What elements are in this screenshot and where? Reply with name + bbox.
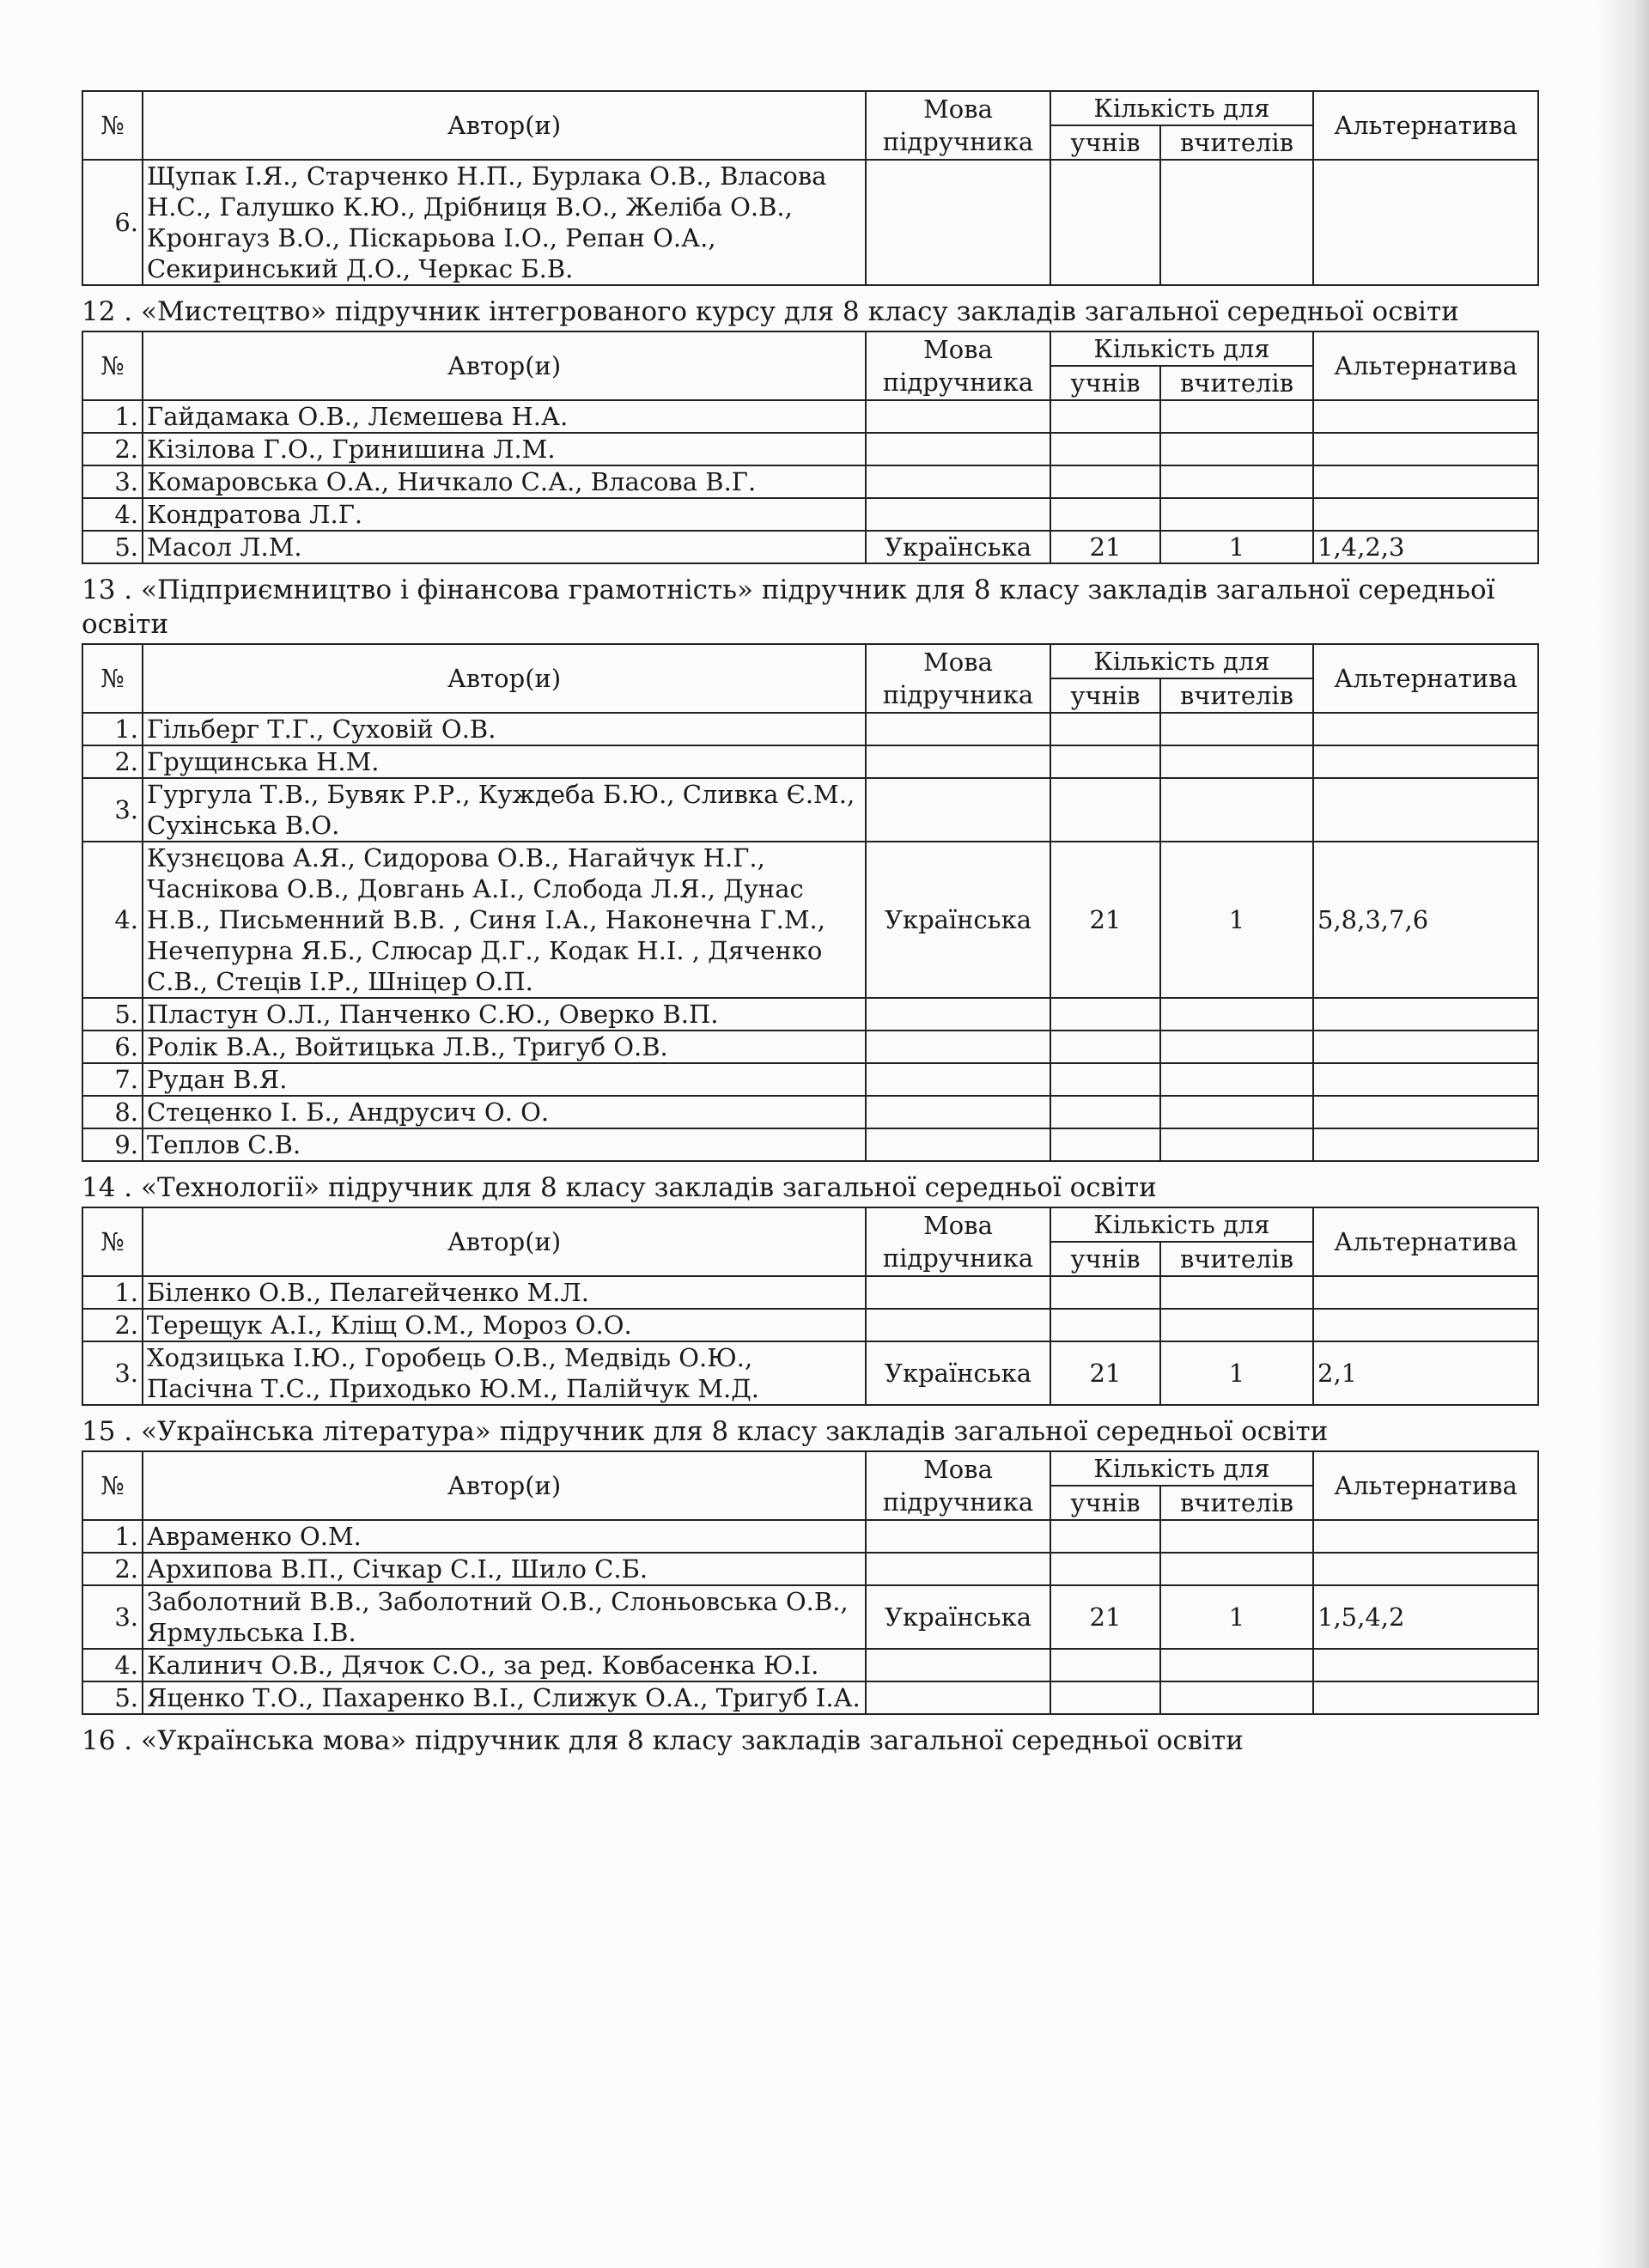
header-language: Мова підручника bbox=[866, 331, 1050, 400]
table-row bbox=[82, 400, 1538, 433]
row-number: 2. bbox=[82, 433, 143, 465]
row-alternative bbox=[1313, 1096, 1538, 1128]
row-students bbox=[1050, 433, 1160, 465]
header-row bbox=[82, 644, 1538, 678]
row-language bbox=[866, 745, 1050, 778]
section-title: 12 . «Мистецтво» підручник інтегрованого курсу для 8 класу закладів загальної середньої освіти bbox=[82, 296, 1459, 327]
row-authors: Біленко О.В., Пелагейченко М.Л. bbox=[143, 1276, 866, 1309]
row-alternative: 1,4,2,3 bbox=[1313, 531, 1538, 563]
row-authors: Грущинська Н.М. bbox=[143, 745, 866, 778]
header-alternative: Альтернатива bbox=[1313, 1451, 1538, 1520]
header-num: № bbox=[82, 91, 143, 160]
row-alternative: 2,1 bbox=[1313, 1341, 1538, 1405]
table-row bbox=[82, 1128, 1538, 1161]
header-students: учнів bbox=[1050, 366, 1160, 400]
table-row bbox=[82, 1553, 1538, 1585]
row-students bbox=[1050, 713, 1160, 745]
table-row bbox=[82, 1681, 1538, 1714]
row-number: 8. bbox=[82, 1096, 143, 1128]
table-row bbox=[82, 433, 1538, 465]
row-authors: Яценко Т.О., Пахаренко В.І., Слижук О.А., Тригуб І.А. bbox=[143, 1681, 866, 1714]
row-alternative: 1,5,4,2 bbox=[1313, 1585, 1538, 1649]
row-number: 2. bbox=[82, 1553, 143, 1585]
row-teachers bbox=[1160, 1063, 1313, 1096]
row-teachers bbox=[1160, 400, 1313, 433]
table-row bbox=[82, 1649, 1538, 1681]
textbook-table bbox=[82, 90, 1539, 286]
row-number: 1. bbox=[82, 713, 143, 745]
row-language: Українська bbox=[866, 842, 1050, 998]
header-row bbox=[82, 1451, 1538, 1486]
row-number: 5. bbox=[82, 1681, 143, 1714]
row-authors: Гайдамака О.В., Лємешева Н.А. bbox=[143, 400, 866, 433]
section-title: 14 . «Технології» підручник для 8 класу закладів загальної середньої освіти bbox=[82, 1172, 1157, 1203]
row-students bbox=[1050, 1128, 1160, 1161]
row-teachers bbox=[1160, 1681, 1313, 1714]
header-teachers: вчителів bbox=[1160, 125, 1313, 160]
row-students bbox=[1050, 498, 1160, 531]
row-students bbox=[1050, 1553, 1160, 1585]
row-number: 6. bbox=[82, 160, 143, 285]
row-alternative bbox=[1313, 433, 1538, 465]
table-row bbox=[82, 713, 1538, 745]
header-authors: Автор(и) bbox=[143, 644, 866, 713]
row-teachers bbox=[1160, 998, 1313, 1031]
row-authors: Калинич О.В., Дячок С.О., за ред. Ковбасенка Ю.І. bbox=[143, 1649, 866, 1681]
row-alternative bbox=[1313, 1128, 1538, 1161]
row-language: Українська bbox=[866, 531, 1050, 563]
header-num: № bbox=[82, 1451, 143, 1520]
row-alternative bbox=[1313, 1520, 1538, 1553]
row-language bbox=[866, 1276, 1050, 1309]
row-number: 1. bbox=[82, 400, 143, 433]
header-count: Кількість для bbox=[1050, 91, 1313, 125]
table-row bbox=[82, 998, 1538, 1031]
header-alternative: Альтернатива bbox=[1313, 644, 1538, 713]
row-number: 2. bbox=[82, 745, 143, 778]
header-language: Мова підручника bbox=[866, 91, 1050, 160]
header-teachers: вчителів bbox=[1160, 678, 1313, 713]
row-authors: Кондратова Л.Г. bbox=[143, 498, 866, 531]
header-language: Мова підручника bbox=[866, 644, 1050, 713]
row-teachers: 1 bbox=[1160, 1341, 1313, 1405]
row-alternative bbox=[1313, 1649, 1538, 1681]
row-authors: Щупак І.Я., Старченко Н.П., Бурлака О.В., Власова Н.С., Галушко К.Ю., Дрібниця В.О., Желіба О.В., Кронгауз В.О., Піскарьова І.О., Репан О.А., Секиринський Д.О., Черкас Б.В. bbox=[143, 160, 866, 285]
row-authors: Рудан В.Я. bbox=[143, 1063, 866, 1096]
row-students: 21 bbox=[1050, 531, 1160, 563]
textbook-table bbox=[82, 1207, 1539, 1406]
row-alternative bbox=[1313, 713, 1538, 745]
row-teachers bbox=[1160, 1520, 1313, 1553]
row-students bbox=[1050, 1649, 1160, 1681]
row-language bbox=[866, 1128, 1050, 1161]
row-alternative bbox=[1313, 1553, 1538, 1585]
section-title: 16 . «Українська мова» підручник для 8 класу закладів загальної середньої освіти bbox=[82, 1725, 1244, 1756]
header-authors: Автор(и) bbox=[143, 91, 866, 160]
table-row bbox=[82, 842, 1538, 998]
row-number: 3. bbox=[82, 1341, 143, 1405]
row-alternative bbox=[1313, 1276, 1538, 1309]
row-number: 9. bbox=[82, 1128, 143, 1161]
row-teachers bbox=[1160, 465, 1313, 498]
header-alternative: Альтернатива bbox=[1313, 91, 1538, 160]
row-students bbox=[1050, 745, 1160, 778]
row-students bbox=[1050, 1096, 1160, 1128]
row-teachers bbox=[1160, 1096, 1313, 1128]
row-number: 3. bbox=[82, 1585, 143, 1649]
row-teachers bbox=[1160, 1309, 1313, 1341]
row-alternative bbox=[1313, 745, 1538, 778]
row-number: 4. bbox=[82, 842, 143, 998]
row-language bbox=[866, 400, 1050, 433]
row-language bbox=[866, 713, 1050, 745]
row-students bbox=[1050, 998, 1160, 1031]
header-teachers: вчителів bbox=[1160, 1242, 1313, 1276]
header-row bbox=[82, 331, 1538, 366]
row-number: 7. bbox=[82, 1063, 143, 1096]
row-number: 5. bbox=[82, 531, 143, 563]
header-authors: Автор(и) bbox=[143, 331, 866, 400]
table-row bbox=[82, 531, 1538, 563]
row-number: 4. bbox=[82, 1649, 143, 1681]
header-students: учнів bbox=[1050, 1486, 1160, 1520]
row-alternative bbox=[1313, 1309, 1538, 1341]
row-language bbox=[866, 1309, 1050, 1341]
row-authors: Ролік В.А., Войтицька Л.В., Тригуб О.В. bbox=[143, 1031, 866, 1063]
header-language: Мова підручника bbox=[866, 1451, 1050, 1520]
header-count: Кількість для bbox=[1050, 1207, 1313, 1242]
row-teachers bbox=[1160, 778, 1313, 842]
table-row bbox=[82, 1309, 1538, 1341]
header-students: учнів bbox=[1050, 1242, 1160, 1276]
row-number: 2. bbox=[82, 1309, 143, 1341]
table-row bbox=[82, 1585, 1538, 1649]
scan-edge bbox=[1597, 0, 1649, 2268]
textbook-table bbox=[82, 1450, 1539, 1715]
row-teachers bbox=[1160, 745, 1313, 778]
table-row bbox=[82, 160, 1538, 285]
header-count: Кількість для bbox=[1050, 644, 1313, 678]
row-authors: Комаровська О.А., Ничкало С.А., Власова В.Г. bbox=[143, 465, 866, 498]
row-alternative bbox=[1313, 778, 1538, 842]
header-num: № bbox=[82, 1207, 143, 1276]
row-teachers bbox=[1160, 1553, 1313, 1585]
section-title: 15 . «Українська література» підручник для 8 класу закладів загальної середньої освіти bbox=[82, 1416, 1329, 1447]
row-language bbox=[866, 1520, 1050, 1553]
table-row bbox=[82, 1096, 1538, 1128]
table-row bbox=[82, 1341, 1538, 1405]
textbook-table bbox=[82, 331, 1539, 564]
row-language bbox=[866, 1096, 1050, 1128]
row-language bbox=[866, 433, 1050, 465]
row-alternative bbox=[1313, 160, 1538, 285]
row-language bbox=[866, 778, 1050, 842]
header-language: Мова підручника bbox=[866, 1207, 1050, 1276]
row-students bbox=[1050, 465, 1160, 498]
header-num: № bbox=[82, 331, 143, 400]
row-language bbox=[866, 498, 1050, 531]
row-teachers bbox=[1160, 713, 1313, 745]
row-number: 4. bbox=[82, 498, 143, 531]
header-row bbox=[82, 1207, 1538, 1242]
row-alternative bbox=[1313, 400, 1538, 433]
row-teachers: 1 bbox=[1160, 842, 1313, 998]
row-language bbox=[866, 465, 1050, 498]
row-students bbox=[1050, 1276, 1160, 1309]
table-row bbox=[82, 1276, 1538, 1309]
row-teachers bbox=[1160, 498, 1313, 531]
header-count: Кількість для bbox=[1050, 331, 1313, 366]
row-number: 1. bbox=[82, 1520, 143, 1553]
row-students bbox=[1050, 1031, 1160, 1063]
row-students: 21 bbox=[1050, 1341, 1160, 1405]
row-language bbox=[866, 998, 1050, 1031]
row-teachers bbox=[1160, 1128, 1313, 1161]
row-students bbox=[1050, 778, 1160, 842]
row-language: Українська bbox=[866, 1585, 1050, 1649]
section-title: 13 . «Підприємництво і фінансова грамотність» підручник для 8 класу закладів загальної середньої освіти bbox=[82, 575, 1495, 640]
row-students bbox=[1050, 400, 1160, 433]
row-teachers: 1 bbox=[1160, 531, 1313, 563]
header-authors: Автор(и) bbox=[143, 1207, 866, 1276]
table-row bbox=[82, 1520, 1538, 1553]
row-language bbox=[866, 1553, 1050, 1585]
table-row bbox=[82, 465, 1538, 498]
row-authors: Гургула Т.В., Бувяк Р.Р., Куждеба Б.Ю., Сливка Є.М., Сухінська В.О. bbox=[143, 778, 866, 842]
header-students: учнів bbox=[1050, 678, 1160, 713]
row-teachers bbox=[1160, 433, 1313, 465]
row-students bbox=[1050, 1063, 1160, 1096]
row-teachers bbox=[1160, 1276, 1313, 1309]
row-students bbox=[1050, 1309, 1160, 1341]
header-alternative: Альтернатива bbox=[1313, 331, 1538, 400]
header-teachers: вчителів bbox=[1160, 366, 1313, 400]
row-number: 5. bbox=[82, 998, 143, 1031]
row-teachers bbox=[1160, 160, 1313, 285]
header-alternative: Альтернатива bbox=[1313, 1207, 1538, 1276]
row-students: 21 bbox=[1050, 1585, 1160, 1649]
header-teachers: вчителів bbox=[1160, 1486, 1313, 1520]
row-alternative bbox=[1313, 998, 1538, 1031]
row-alternative bbox=[1313, 465, 1538, 498]
table-row bbox=[82, 1031, 1538, 1063]
header-count: Кількість для bbox=[1050, 1451, 1313, 1486]
table-row bbox=[82, 498, 1538, 531]
table-row bbox=[82, 778, 1538, 842]
row-authors: Ходзицька І.Ю., Горобець О.В., Медвідь О.Ю., Пасічна Т.С., Приходько Ю.М., Палійчук М.Д. bbox=[143, 1341, 866, 1405]
row-teachers bbox=[1160, 1031, 1313, 1063]
row-language bbox=[866, 1649, 1050, 1681]
row-language bbox=[866, 1681, 1050, 1714]
row-teachers: 1 bbox=[1160, 1585, 1313, 1649]
document bbox=[82, 90, 1537, 1760]
row-alternative: 5,8,3,7,6 bbox=[1313, 842, 1538, 998]
row-authors: Гільберг Т.Г., Суховій О.В. bbox=[143, 713, 866, 745]
row-alternative bbox=[1313, 1681, 1538, 1714]
row-number: 1. bbox=[82, 1276, 143, 1309]
row-alternative bbox=[1313, 498, 1538, 531]
row-alternative bbox=[1313, 1031, 1538, 1063]
row-students: 21 bbox=[1050, 842, 1160, 998]
row-authors: Стеценко І. Б., Андрусич О. О. bbox=[143, 1096, 866, 1128]
table-row bbox=[82, 745, 1538, 778]
header-authors: Автор(и) bbox=[143, 1451, 866, 1520]
row-authors: Теплов С.В. bbox=[143, 1128, 866, 1161]
row-students bbox=[1050, 160, 1160, 285]
row-number: 3. bbox=[82, 778, 143, 842]
row-language: Українська bbox=[866, 1341, 1050, 1405]
header-students: учнів bbox=[1050, 125, 1160, 160]
row-authors: Авраменко О.М. bbox=[143, 1520, 866, 1553]
table-row bbox=[82, 1063, 1538, 1096]
row-authors: Терещук А.І., Кліщ О.М., Мороз О.О. bbox=[143, 1309, 866, 1341]
row-authors: Кізілова Г.О., Гринишина Л.М. bbox=[143, 433, 866, 465]
row-authors: Пластун О.Л., Панченко С.Ю., Оверко В.П. bbox=[143, 998, 866, 1031]
row-language bbox=[866, 1031, 1050, 1063]
row-authors: Масол Л.М. bbox=[143, 531, 866, 563]
row-authors: Кузнєцова А.Я., Сидорова О.В., Нагайчук Н.Г., Часнікова О.В., Довгань А.І., Слобода Л.Я., Дунас Н.В., Письменний В.В. , Синя І.А., Наконечна Г.М., Нечепурна Я.Б., Слюсар Д.Г., Кодак Н.І. , Дяченко С.В., Стецiв І.Р., Шніцер О.П. bbox=[143, 842, 866, 998]
header-row bbox=[82, 91, 1538, 125]
row-students bbox=[1050, 1520, 1160, 1553]
row-alternative bbox=[1313, 1063, 1538, 1096]
row-students bbox=[1050, 1681, 1160, 1714]
row-language bbox=[866, 160, 1050, 285]
row-teachers bbox=[1160, 1649, 1313, 1681]
row-language bbox=[866, 1063, 1050, 1096]
header-num: № bbox=[82, 644, 143, 713]
row-authors: Архипова В.П., Січкар С.І., Шило С.Б. bbox=[143, 1553, 866, 1585]
row-number: 3. bbox=[82, 465, 143, 498]
row-number: 6. bbox=[82, 1031, 143, 1063]
textbook-table bbox=[82, 643, 1539, 1162]
row-authors: Заболотний В.В., Заболотний О.В., Слоньовська О.В., Ярмульська І.В. bbox=[143, 1585, 866, 1649]
